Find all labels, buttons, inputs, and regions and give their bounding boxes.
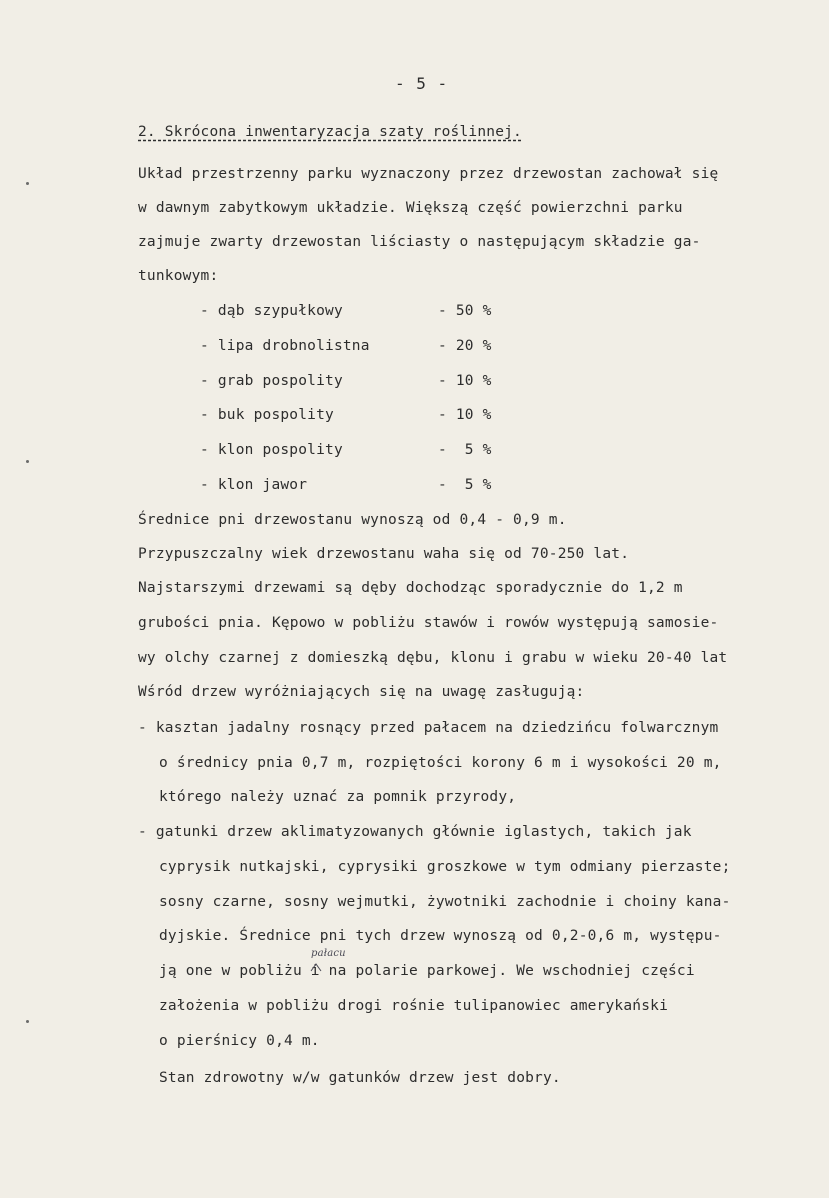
bullet-line: którego należy uznać za pomnik przyrody, — [159, 789, 517, 805]
species-share: - 50 % — [438, 303, 492, 319]
paragraph-line: Przypuszczalny wiek drzewostanu waha się od 70-250 lat. — [138, 546, 630, 562]
paragraph-line: grubości pnia. Kępowo w pobliżu stawów i rowów występują samosie- — [138, 615, 719, 631]
bullet-line: cyprysik nutkajski, cyprysiki groszkowe w tym odmiany pierzaste; — [159, 859, 731, 875]
species-share: - 20 % — [438, 338, 492, 354]
bullet-line: dyjskie. Średnice pni tych drzew wynoszą od 0,2-0,6 m, występu- — [159, 928, 722, 944]
insertion-caret-icon — [310, 962, 322, 972]
species-share: - 5 % — [438, 442, 492, 458]
bullet-line: - kasztan jadalny rosnący przed pałacem na dziedzińcu folwarcznym — [138, 720, 719, 736]
paragraph-line: Układ przestrzenny parku wyznaczony przez drzewostan zachował się — [138, 166, 719, 182]
closing-line: Stan zdrowotny w/w gatunków drzew jest dobry. — [159, 1070, 561, 1086]
paragraph-line: w dawnym zabytkowym układzie. Większą część powierzchni parku — [138, 200, 683, 216]
species-name: - grab pospolity — [200, 373, 343, 389]
paragraph-line: zajmuje zwarty drzewostan liściasty o następującym składzie ga- — [138, 234, 701, 250]
section-heading: 2. Skrócona inwentaryzacja szaty roślinnej. — [138, 124, 522, 140]
bullet-line: sosny czarne, sosny wejmutki, żywotniki zachodnie i choiny kana- — [159, 894, 731, 910]
paragraph-line: Najstarszymi drzewami są dęby dochodząc sporadycznie do 1,2 m — [138, 580, 683, 596]
paragraph-line: Wśród drzew wyróżniających się na uwagę zasługują: — [138, 684, 585, 700]
margin-mark — [26, 182, 29, 185]
bullet-line: założenia w pobliżu drogi rośnie tulipanowiec amerykański — [159, 998, 668, 1014]
paragraph-line: tunkowym: — [138, 268, 219, 284]
bullet-line: ją one w pobliżu i na polarie parkowej. We wschodniej części — [159, 963, 695, 979]
margin-mark — [26, 1020, 29, 1023]
page-number: - 5 - — [395, 74, 449, 93]
species-share: - 5 % — [438, 477, 492, 493]
bullet-line: o średnicy pnia 0,7 m, rozpiętości korony 6 m i wysokości 20 m, — [159, 755, 722, 771]
species-name: - klon jawor — [200, 477, 308, 493]
bullet-line: o pierśnicy 0,4 m. — [159, 1033, 320, 1049]
handwritten-insertion: pałacu — [311, 948, 346, 959]
species-name: - dąb szypułkowy — [200, 303, 343, 319]
margin-mark — [26, 460, 29, 463]
bullet-line: - gatunki drzew aklimatyzowanych głównie iglastych, takich jak — [138, 824, 692, 840]
species-name: - buk pospolity — [200, 407, 334, 423]
species-name: - klon pospolity — [200, 442, 343, 458]
paragraph-line: wy olchy czarnej z domieszką dębu, klonu i grabu w wieku 20-40 lat — [138, 650, 728, 666]
species-share: - 10 % — [438, 373, 492, 389]
paragraph-line: Średnice pni drzewostanu wynoszą od 0,4 - 0,9 m. — [138, 512, 567, 528]
species-name: - lipa drobnolistna — [200, 338, 370, 354]
species-share: - 10 % — [438, 407, 492, 423]
